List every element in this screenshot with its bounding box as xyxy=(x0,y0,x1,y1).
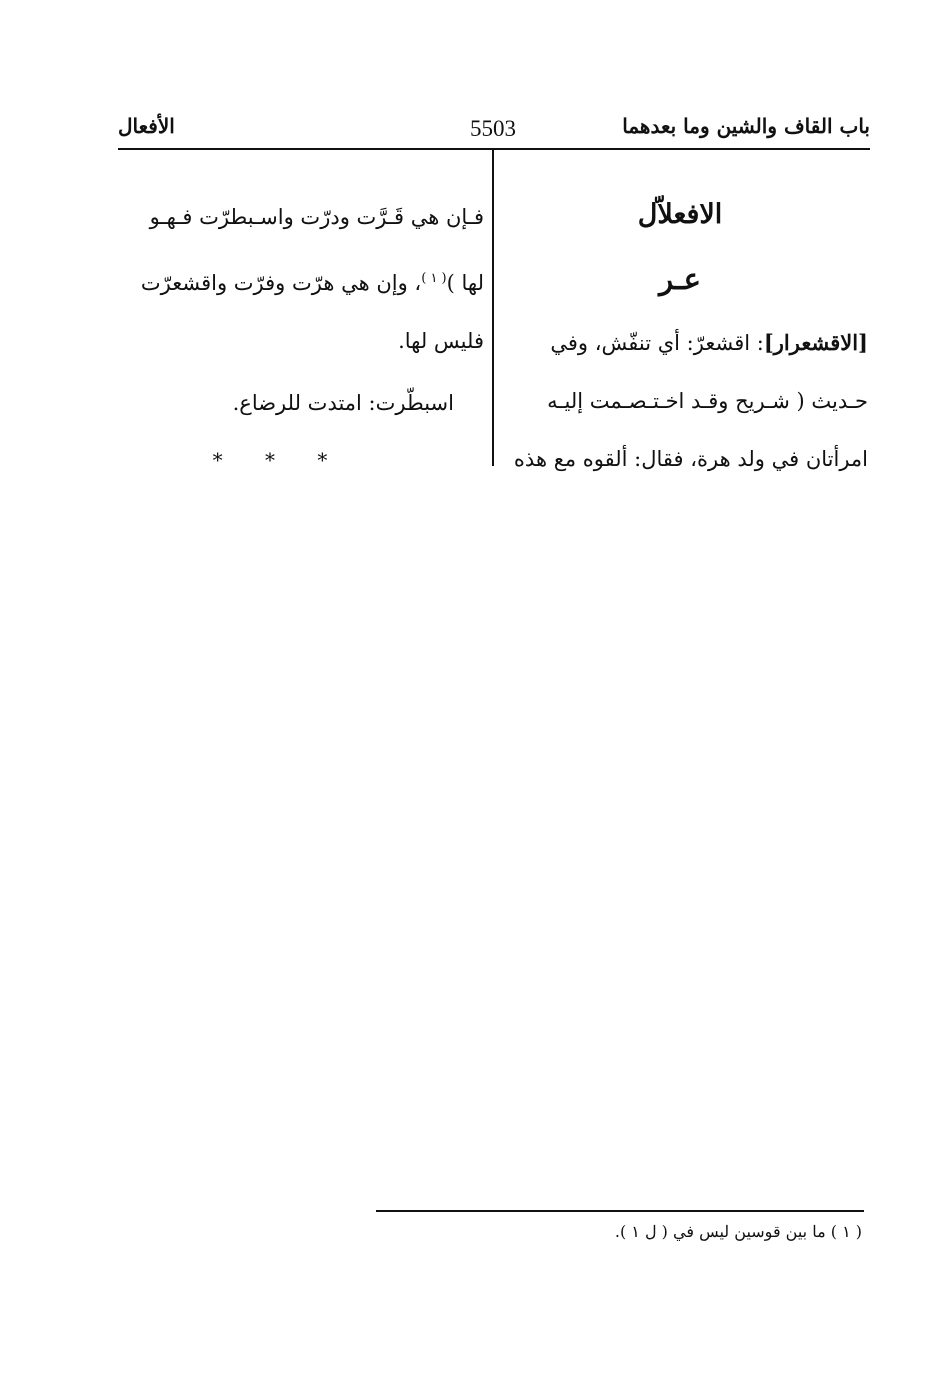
footnote-rule xyxy=(376,1210,864,1212)
section-heading: الافعلاّل xyxy=(637,199,723,230)
left-column xyxy=(114,186,484,486)
column-divider xyxy=(492,150,494,466)
section-end-stars: * * * xyxy=(212,448,346,472)
right-column xyxy=(500,186,868,488)
entry-text: لها ) xyxy=(446,271,484,295)
gloss-line: اسبطّرت: امتدت للرضاع. xyxy=(232,391,454,415)
entry-text: ، وإن هي هرّت وفرّت واقشعرّت xyxy=(140,271,422,295)
footnote-reference: ( ١ ) xyxy=(421,271,447,286)
entry-line: فـإن هي قَـرَّت ودرّت واسـبطرّت فـهـو xyxy=(149,205,484,229)
entry-text: : اقشعرّ: أي تنفّش، وفي xyxy=(550,331,764,355)
chapter-title: باب القاف والشين وما بعدهما xyxy=(622,114,870,138)
entry-line xyxy=(114,248,484,310)
section-title: الأفعال xyxy=(118,114,175,138)
footnote: ( ١ ) ما بين قوسين ليس في ( ل ١ ). xyxy=(614,1222,862,1241)
header-rule xyxy=(118,148,870,150)
entry-line xyxy=(500,314,868,372)
entry-line: فليس لها. xyxy=(398,329,484,353)
entry-headword: [الاقشعرار] xyxy=(763,330,868,355)
root-heading: عـر xyxy=(659,262,701,296)
running-head xyxy=(118,112,870,144)
page-number: 5503 xyxy=(470,116,516,141)
entry-line: حـديث ( شـريح وقـد اخـتـصـمت إليـه xyxy=(547,389,868,413)
entry-line: امرأتان في ولد هرة، فقال: ألقوه مع هذه xyxy=(513,447,868,471)
